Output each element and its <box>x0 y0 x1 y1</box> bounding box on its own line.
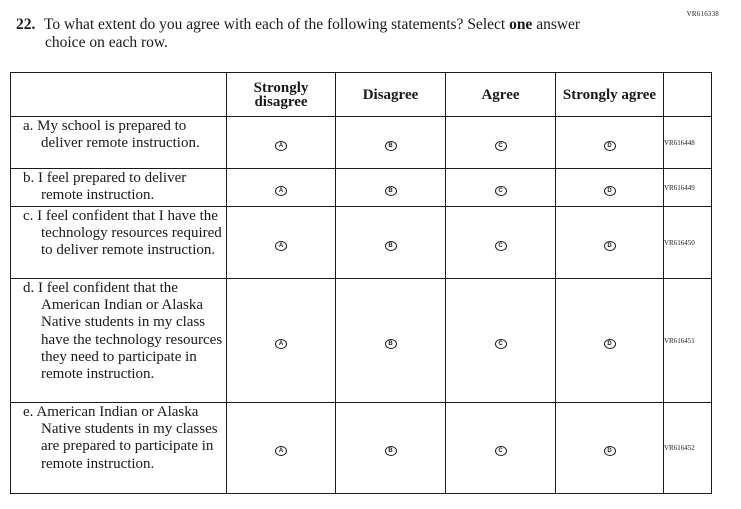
header-strongly-disagree-line2: disagree <box>254 93 308 110</box>
option-cell <box>446 117 556 169</box>
answer-bubble-c[interactable]: C <box>495 446 507 456</box>
statement-text-block <box>11 279 226 383</box>
header-agree: Agree <box>446 73 556 117</box>
statement-text: I feel prepared to deliver remote instruction. <box>38 170 187 204</box>
answer-bubble-d[interactable]: D <box>604 141 616 151</box>
statement-row <box>11 207 712 279</box>
statement-letter: a. <box>23 118 34 134</box>
option-cell <box>556 279 664 403</box>
form-code: VR616338 <box>686 10 719 18</box>
question-bold-word: one <box>509 16 533 33</box>
answer-bubble-b[interactable]: B <box>385 446 397 456</box>
question-number: 22. <box>16 16 36 33</box>
header-strongly-agree: Strongly agree <box>556 73 664 117</box>
statement-text: I feel confident that I have the technology resources required to deliver remote instruction. <box>37 208 222 259</box>
statement-cell <box>11 403 227 494</box>
statement-text-block <box>11 169 226 204</box>
option-cell <box>336 169 446 207</box>
answer-bubble-d[interactable]: D <box>604 446 616 456</box>
question-prompt <box>16 16 676 52</box>
option-cell <box>227 169 336 207</box>
grid-header-row <box>11 73 712 117</box>
option-cell <box>556 207 664 279</box>
statement-letter: b. <box>23 170 35 186</box>
statement-text: American Indian or Alaska Native students in my classes are prepared to participate in remote instruction. <box>36 404 218 472</box>
answer-bubble-d[interactable]: D <box>604 186 616 196</box>
answer-bubble-d[interactable]: D <box>604 241 616 251</box>
option-cell <box>227 207 336 279</box>
answer-bubble-c[interactable]: C <box>495 241 507 251</box>
row-code: VR616449 <box>664 169 712 207</box>
question-text <box>44 16 580 33</box>
row-code: VR616452 <box>664 403 712 494</box>
option-cell <box>227 117 336 169</box>
statement-row <box>11 169 712 207</box>
option-cell <box>556 403 664 494</box>
answer-bubble-c[interactable]: C <box>495 141 507 151</box>
statement-text-block <box>11 117 226 152</box>
agreement-grid <box>10 72 712 494</box>
option-cell <box>556 117 664 169</box>
option-cell <box>336 117 446 169</box>
statement-text-block <box>11 207 226 260</box>
option-cell <box>227 279 336 403</box>
statement-cell <box>11 169 227 207</box>
row-code: VR616451 <box>664 279 712 403</box>
header-blank <box>11 73 227 117</box>
header-code-blank <box>664 73 712 117</box>
statement-row <box>11 117 712 169</box>
option-cell <box>446 207 556 279</box>
header-strongly-disagree <box>227 73 336 117</box>
statement-letter: d. <box>23 280 35 296</box>
question-text-part2: answer <box>532 16 581 33</box>
answer-bubble-c[interactable]: C <box>495 339 507 349</box>
option-cell <box>336 207 446 279</box>
statement-text: My school is prepared to deliver remote instruction. <box>37 118 200 152</box>
answer-bubble-b[interactable]: B <box>385 241 397 251</box>
answer-bubble-a[interactable]: A <box>275 339 287 349</box>
row-code: VR616450 <box>664 207 712 279</box>
answer-bubble-a[interactable]: A <box>275 186 287 196</box>
statement-row <box>11 279 712 403</box>
option-cell <box>446 169 556 207</box>
statement-cell <box>11 207 227 279</box>
answer-bubble-d[interactable]: D <box>604 339 616 349</box>
statement-text-block <box>11 403 226 473</box>
statement-letter: e. <box>23 404 34 420</box>
header-disagree: Disagree <box>336 73 446 117</box>
header-strongly-disagree-line1: Strongly <box>253 79 309 96</box>
answer-bubble-a[interactable]: A <box>275 241 287 251</box>
option-cell <box>446 279 556 403</box>
option-cell <box>336 279 446 403</box>
answer-bubble-b[interactable]: B <box>385 141 397 151</box>
statement-row <box>11 403 712 494</box>
statement-letter: c. <box>23 208 34 224</box>
statement-text: I feel confident that the American Indian or Alaska Native students in my class have the technology resources they need to participate in remote instruction. <box>38 280 223 383</box>
answer-bubble-a[interactable]: A <box>275 446 287 456</box>
option-cell <box>227 403 336 494</box>
answer-bubble-a[interactable]: A <box>275 141 287 151</box>
answer-bubble-c[interactable]: C <box>495 186 507 196</box>
statement-cell <box>11 279 227 403</box>
answer-bubble-b[interactable]: B <box>385 186 397 196</box>
option-cell <box>446 403 556 494</box>
option-cell <box>336 403 446 494</box>
question-text-part1: To what extent do you agree with each of the following statements? Select <box>44 16 510 33</box>
question-text-line2: choice on each row. <box>45 34 168 51</box>
statement-cell <box>11 117 227 169</box>
answer-bubble-b[interactable]: B <box>385 339 397 349</box>
row-code: VR616448 <box>664 117 712 169</box>
option-cell <box>556 169 664 207</box>
